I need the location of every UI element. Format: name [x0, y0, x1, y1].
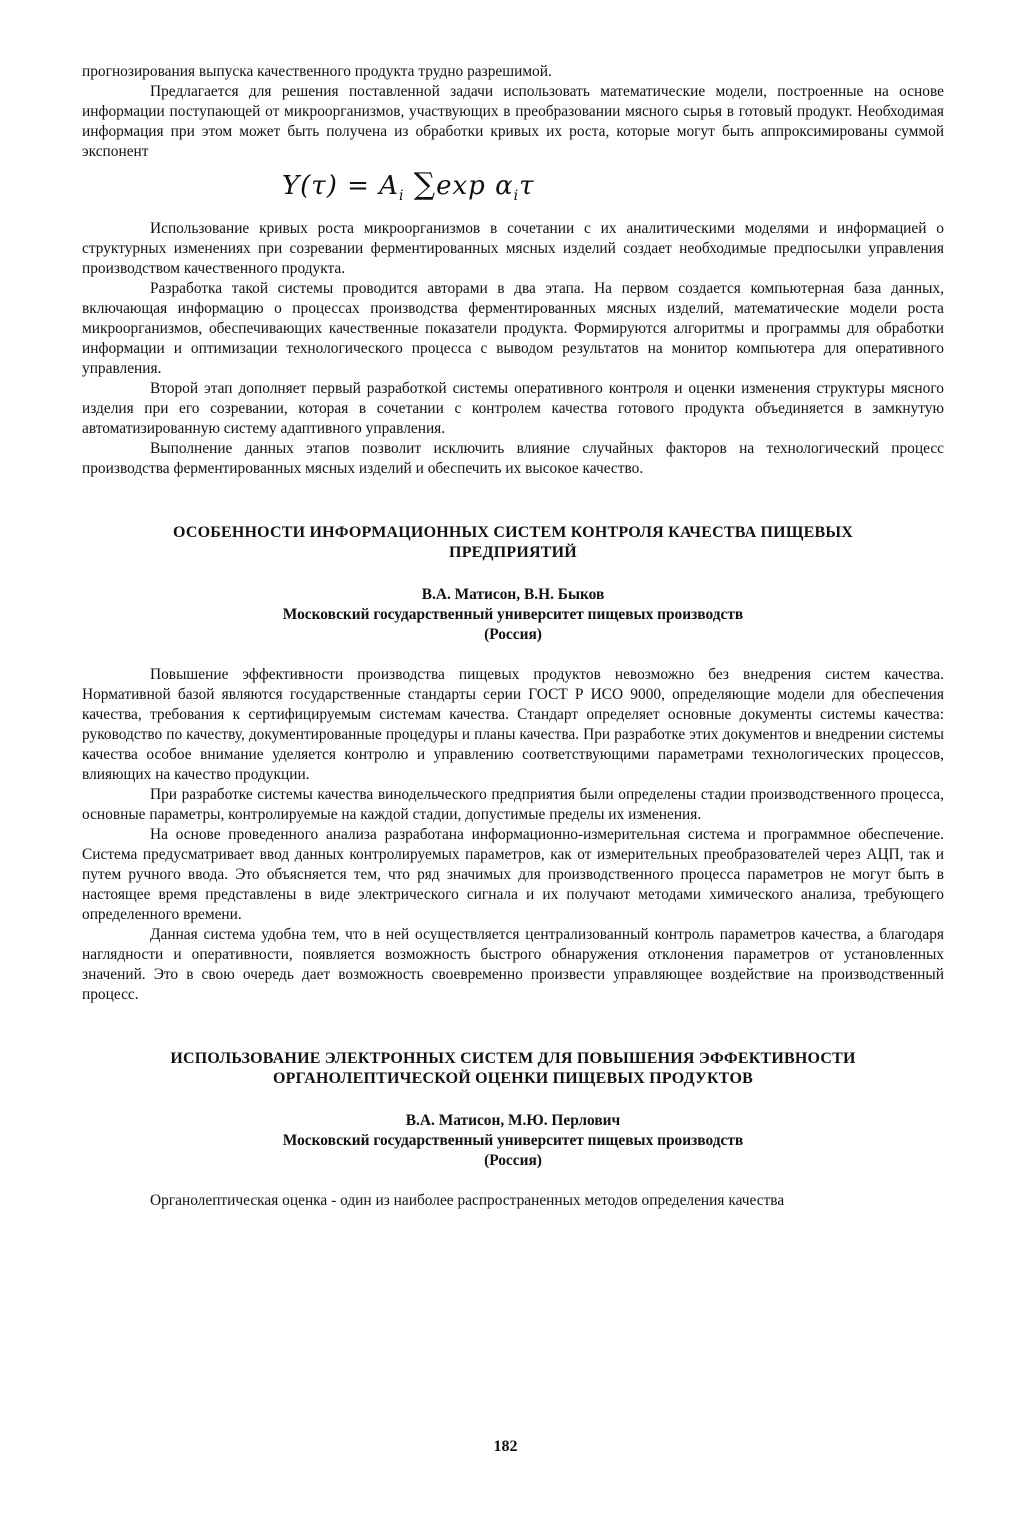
formula-sum-sign: ∑ — [413, 167, 437, 202]
formula-lhs: Y(τ) = A — [282, 171, 399, 201]
page-number: 182 — [493, 1438, 518, 1455]
article2-title-line2: ОРГАНОЛЕПТИЧЕСКОЙ ОЦЕНКИ ПИЩЕВЫХ ПРОДУКТОВ — [273, 1070, 753, 1088]
intro-paragraph-4: Разработка такой системы проводится авторами в два этапа. На первом создается компьютерная база данных, включающая информацию о процессах производства ферментированных мясных изделий, математические модели роста микроорганизмов, обеспечивающих качественные показатели продукта. Формируются алгоритмы и программы для обработки информации и оптимизации технологического процесса с выводом результатов на монитор компьютера для оперативного управления. — [82, 280, 944, 378]
formula-rhs: exp α — [436, 171, 514, 201]
intro-paragraph-5: Второй этап дополняет первый разработкой системы оперативного контроля и оценки изменения структуры мясного изделия при его созревании, которая в сочетании с контролем качества готового продукта объединяется в замкнутую автоматизированную систему адаптивного управления. — [82, 380, 944, 438]
intro-paragraph-2: Предлагается для решения поставленной задачи использовать математические модели, построенные на основе информации поступающей от микроорганизмов, участвующих в преобразовании мясного сырья в готовый продукт. Необходимая информация при этом может быть получена из обработки кривых их роста, которые могут быть аппроксимированы суммой экспонент — [82, 83, 944, 160]
article2-affiliation: Московский государственный университет пищевых производств — [282, 1132, 744, 1150]
article1-title-line1: ОСОБЕННОСТИ ИНФОРМАЦИОННЫХ СИСТЕМ КОНТРОЛЯ КАЧЕСТВА ПИЩЕВЫХ — [172, 524, 853, 542]
formula-tail: τ — [519, 171, 535, 201]
formula-rhs-subscript: i — [513, 188, 520, 205]
intro-paragraph-3: Использование кривых роста микроорганизмов в сочетании с их аналитическими моделями и информацией о структурных изменениях при созревании ферментированных мясных изделий создает необходимые предпосылки управления производством качественного продукта. — [82, 220, 944, 278]
article1-affiliation: Московский государственный университет пищевых производств — [282, 606, 744, 624]
article1-country: (Россия) — [484, 626, 542, 644]
article2-paragraph-1: Органолептическая оценка - один из наиболее распространенных методов определения качества — [150, 1192, 785, 1210]
formula-lhs-subscript: i — [398, 188, 405, 205]
article2-authors: В.А. Матисон, М.Ю. Перлович — [405, 1112, 621, 1130]
article1-paragraph-2: При разработке системы качества винодельческого предприятия были определены стадии производственного процесса, основные параметры, контролируемые на каждой стадии, допустимые пределы их изменения. — [82, 786, 944, 824]
article1-paragraph-3: На основе проведенного анализа разработана информационно-измерительная система и программное обеспечение. Система предусматривает ввод данных контролируемых параметров, как от измерительных преобразователей через АЦП, так и путем ручного ввода. Это объясняется тем, что ряд значимых для производственного процесса параметров не могут быть в настоящее время представлены в виде электрического сигнала и их получают методами химического анализа, требующего определенного времени. — [82, 826, 944, 924]
article2-country: (Россия) — [484, 1152, 542, 1170]
article1-paragraph-4: Данная система удобна тем, что в ней осуществляется централизованный контроль параметров качества, а благодаря наглядности и оперативности, появляется возможность быстрого обнаружения отклонения параметров от установленных значений. Это в свою очередь дает возможность своевременно произвести управляющее воздействие на производственный процесс. — [82, 926, 944, 1004]
article1-title-line2: ПРЕДПРИЯТИЙ — [449, 544, 577, 562]
page-body — [82, 62, 944, 1211]
growth-formula — [82, 168, 944, 213]
intro-paragraph-1: прогнозирования выпуска качественного продукта трудно разрешимой. — [82, 63, 552, 80]
article1-paragraph-1: Повышение эффективности производства пищевых продуктов невозможно без внедрения систем качества. Нормативной базой являются государственные стандарты серии ГОСТ Р ИСО 9000, определяющие модели для обеспечения качества, требования к сертифицируемым системам качества. Стандарт определяет основные документы системы качества: руководство по качеству, документированные процедуры и планы качества. При разработке этих документов и внедрении системы качества особое внимание уделяется контролю и управлению соответствующими параметрами технологических процессов, влияющих на качество продукции. — [82, 666, 944, 784]
article1-authors: В.А. Матисон, В.Н. Быков — [421, 586, 605, 604]
article2-title-line1: ИСПОЛЬЗОВАНИЕ ЭЛЕКТРОННЫХ СИСТЕМ ДЛЯ ПОВЫШЕНИЯ ЭФФЕКТИВНОСТИ — [170, 1050, 856, 1068]
intro-paragraph-6: Выполнение данных этапов позволит исключить влияние случайных факторов на технологический процесс производства ферментированных мясных изделий и обеспечить их высокое качество. — [82, 440, 944, 478]
